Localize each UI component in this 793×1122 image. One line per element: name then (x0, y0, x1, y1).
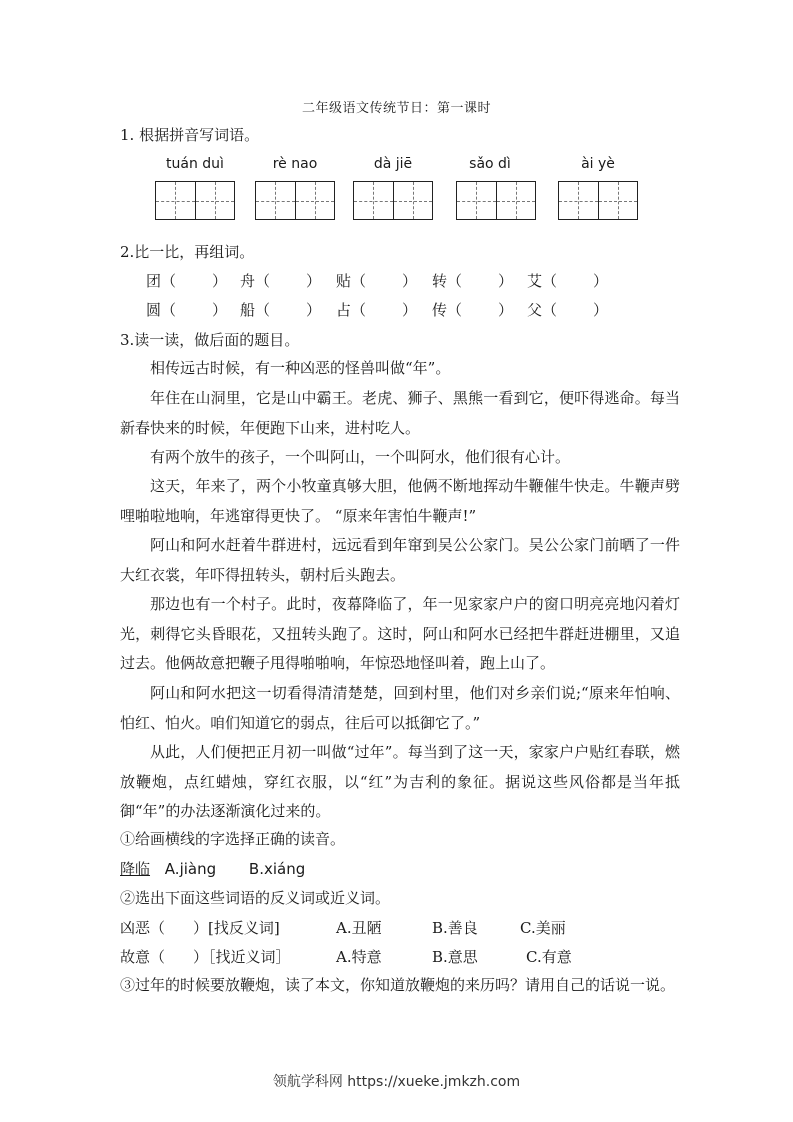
option-a[interactable]: A.特意 (336, 948, 382, 966)
question-type: ）[找反义词] (193, 919, 280, 937)
option-b[interactable]: B.善良 (432, 919, 478, 937)
compare-item[interactable]: 艾（ ） (527, 272, 609, 290)
compare-item[interactable]: 团（ ） (146, 272, 228, 290)
footer-watermark: 领航学科网 https://xueke.jmkzh.com (272, 1074, 521, 1090)
option-c[interactable]: C.美丽 (520, 919, 566, 937)
option-b[interactable]: B.意思 (432, 948, 478, 966)
passage-paragraph: 阿山和阿水把这一切看得清清楚楚，回到村里，他们对乡亲们说;“原来年怕响、怕红、怕火。咱们知道它的弱点，往后可以抵御它了。” (120, 684, 680, 732)
compare-item[interactable]: 转（ ） (432, 272, 514, 290)
writing-grid-2[interactable] (255, 181, 335, 220)
writing-grid-3[interactable] (353, 181, 433, 220)
q1-heading: 1. 根据拼音写词语。 (120, 126, 260, 144)
compare-item[interactable]: 占（ ） (336, 301, 418, 319)
writing-grid-1[interactable] (155, 181, 235, 220)
option-a[interactable]: A.丑陋 (336, 919, 382, 937)
compare-item[interactable]: 舟（ ） (240, 272, 322, 290)
passage-paragraph: 相传远古时候，有一种凶恶的怪兽叫做“年”。 (150, 359, 451, 377)
sub1-prompt: ①给画横线的字选择正确的读音。 (120, 830, 346, 848)
q3-heading: 3.读一读，做后面的题目。 (120, 331, 300, 349)
passage-paragraph: 这天，年来了，两个小牧童真够大胆，他俩不断地挥动牛鞭催牛快走。牛鞭声劈哩啪啦地响，年逃窜得更快了。 “原来年害怕牛鞭声!” (120, 477, 680, 525)
pinyin-3: dà jiē (373, 156, 413, 172)
word-fill[interactable]: 凶恶（ (120, 919, 166, 937)
underlined-word: 降临 (120, 860, 151, 878)
word-fill[interactable]: 故意（ (120, 948, 166, 966)
compare-item[interactable]: 传（ ） (432, 301, 514, 319)
pinyin-1: tuán duì (166, 156, 224, 172)
compare-item[interactable]: 船（ ） (240, 301, 322, 319)
passage-paragraph: 年住在山洞里，它是山中霸王。老虎、狮子、黑熊一看到它，便吓得逃命。每当新春快来的时候，年便跑下山来，进村吃人。 (120, 389, 680, 437)
q2-heading: 2.比一比，再组词。 (120, 243, 255, 261)
option-a[interactable]: A.jiàng (164, 860, 217, 878)
compare-item[interactable]: 贴（ ） (336, 272, 418, 290)
question-type: ）［找近义词］ (193, 948, 291, 966)
writing-grid-4[interactable] (456, 181, 536, 220)
passage-paragraph: 那边也有一个村子。此时，夜幕降临了，年一见家家户户的窗口明亮亮地闪着灯光，刺得它头昏眼花，又扭转头跑了。这时，阿山和阿水已经把牛群赶进棚里，又追过去。他俩故意把鞭子甩得啪啪响，年惊恐地怪叫着，跑上山了。 (120, 595, 680, 672)
pinyin-2: rè nao (272, 156, 318, 172)
option-b[interactable]: B.xiáng (248, 860, 306, 878)
sub2-row-1 (120, 918, 680, 938)
sub3-prompt: ③过年的时候要放鞭炮，读了本文，你知道放鞭炮的来历吗？请用自己的话说一说。 (120, 976, 676, 994)
compare-item[interactable]: 父（ ） (527, 301, 609, 319)
page-title: 二年级语文传统节日：第一课时 (301, 101, 491, 116)
passage-paragraph: 阿山和阿水赶着牛群进村，远远看到年窜到吴公公家门。吴公公家门前晒了一件大红衣裳，年吓得扭转头，朝村后头跑去。 (120, 536, 680, 584)
writing-grid-5[interactable] (558, 181, 638, 220)
passage-paragraph: 有两个放牛的孩子，一个叫阿山，一个叫阿水，他们很有心计。 (150, 448, 571, 466)
passage-paragraph: 从此，人们便把正月初一叫做“过年”。每当到了这一天，家家户户贴红春联，燃放鞭炮，点红蜡烛，穿红衣服，以“红”为吉利的象征。据说这些风俗都是当年抵御“年”的办法逐渐演化过来的。 (120, 743, 680, 820)
compare-item[interactable]: 圆（ ） (146, 301, 228, 319)
pinyin-5: ài yè (581, 156, 615, 172)
sub1-options (120, 859, 680, 879)
sub2-row-2 (120, 947, 680, 967)
pinyin-4: sǎo dì (469, 156, 511, 172)
option-c[interactable]: C.有意 (526, 948, 572, 966)
sub2-prompt: ②选出下面这些词语的反义词或近义词。 (120, 889, 391, 907)
